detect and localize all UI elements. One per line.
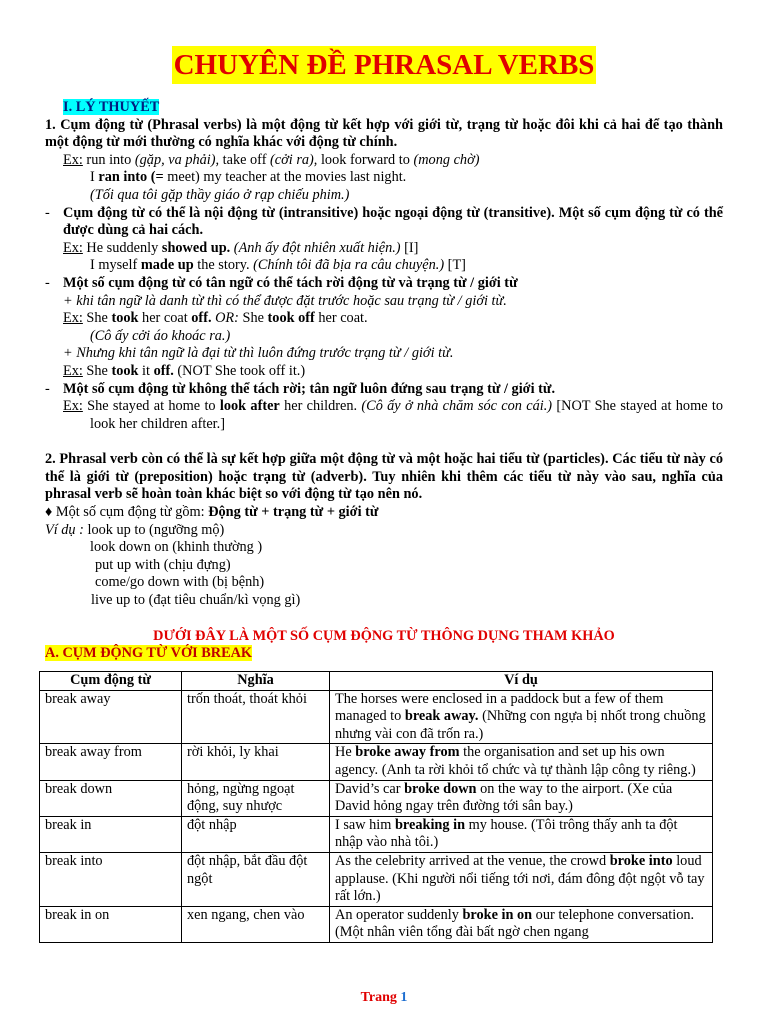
example-text: it bbox=[138, 362, 154, 379]
example-label: Ex: bbox=[63, 151, 83, 168]
example-translation-line: (Tối qua tôi gặp thầy giáo ở rạp chiếu phim.) bbox=[90, 186, 350, 203]
example-text: take off bbox=[219, 151, 271, 168]
example-text: [I] bbox=[400, 239, 419, 256]
example-text: The horses were enclosed in a paddock but a few of them managed to bbox=[335, 690, 664, 725]
bullet-dash: - bbox=[45, 380, 50, 397]
example-text: I bbox=[90, 169, 99, 186]
paragraph-1: 1. Cụm động từ (Phrasal verbs) là một động từ kết hợp với giới từ, trạng từ hoặc đôi khi cả hai để tạo thành một động từ mới thường có nghĩa khác với động từ chính. bbox=[45, 116, 723, 151]
example-bold: showed up. bbox=[161, 239, 231, 256]
cell-verb: break down bbox=[40, 780, 182, 816]
example-text: my house. (Tôi trông thấy anh ta đột nhập vào nhà tôi.) bbox=[335, 816, 678, 851]
example-text: our telephone conversation. (Một nhân viên tổng đài bất ngờ chen ngang bbox=[335, 906, 695, 941]
example-line: come/go down with (bị bệnh) bbox=[95, 574, 265, 591]
example-bold: broke in on bbox=[462, 906, 533, 923]
page-footer bbox=[0, 989, 768, 1007]
example-bold: look after bbox=[219, 398, 280, 415]
cell-example bbox=[330, 780, 713, 816]
example-label: Ex: bbox=[63, 362, 83, 379]
example-bold: ran into (= bbox=[98, 169, 164, 186]
title-wrap bbox=[0, 46, 768, 84]
example-label: Ex: bbox=[63, 398, 83, 415]
bullet-3 bbox=[45, 381, 723, 399]
example-text: An operator suddenly bbox=[335, 906, 463, 923]
example-text: her coat bbox=[138, 310, 192, 327]
example-text: He bbox=[335, 744, 356, 761]
example-text: (Những con ngựa bị nhốt trong chuồng nhưng vài con đã trốn ra.) bbox=[335, 708, 706, 742]
example-text: meet) my teacher at the movies last night. bbox=[163, 169, 407, 186]
table-row bbox=[40, 690, 713, 744]
example-translation: (gặp, va phải), bbox=[134, 151, 220, 168]
example-label: Ex: bbox=[63, 239, 83, 256]
example-bold: took bbox=[111, 310, 139, 327]
phrasal-verb-table bbox=[39, 671, 713, 943]
example-bold: made up bbox=[140, 257, 194, 274]
cell-verb: break into bbox=[40, 852, 182, 906]
example-bold: took bbox=[111, 362, 139, 379]
page-title: CHUYÊN ĐỀ PHRASAL VERBS bbox=[172, 46, 597, 84]
example-line: put up with (chịu đựng) bbox=[95, 556, 231, 573]
example-text: look forward to bbox=[317, 151, 414, 168]
bullet-text: Một số cụm động từ có tân ngữ có thể tách rời động từ và trạng từ / giới từ bbox=[63, 274, 518, 291]
example-translation: (Cô ấy ở nhà chăm sóc con cái.) bbox=[361, 398, 553, 415]
example-text: She bbox=[82, 310, 112, 327]
example-text: She bbox=[82, 362, 112, 379]
note-line: + Nhưng khi tân ngữ là đại từ thì luôn đứng trước trạng từ / giới từ. bbox=[63, 345, 454, 362]
subsection-heading: A. CỤM ĐỘNG TỪ VỚI BREAK bbox=[45, 645, 253, 662]
section-heading bbox=[45, 99, 723, 117]
structure-line bbox=[45, 504, 723, 522]
example-translation: (Anh ấy đột nhiên xuất hiện.) bbox=[230, 239, 401, 256]
example-bold: broke into bbox=[609, 852, 673, 869]
spacer bbox=[45, 610, 723, 628]
table-row bbox=[40, 780, 713, 816]
table-header-row bbox=[40, 672, 713, 691]
example-text: her coat. bbox=[314, 310, 368, 327]
example-text: I myself bbox=[90, 257, 141, 274]
section-heading-text: I. LÝ THUYẾT bbox=[63, 99, 160, 115]
example-text: [T] bbox=[444, 257, 466, 274]
spacer bbox=[45, 433, 723, 451]
example-line bbox=[45, 310, 723, 328]
example-translation: (cởi ra), bbox=[270, 151, 318, 168]
example-text: He suddenly bbox=[82, 239, 162, 256]
cell-example bbox=[330, 816, 713, 852]
example-text: David’s car bbox=[335, 780, 405, 797]
example-text: She bbox=[238, 310, 268, 327]
table-row bbox=[40, 744, 713, 780]
cell-meaning: hỏng, ngừng ngoạt động, suy nhược bbox=[182, 780, 330, 816]
header-verb: Cụm động từ bbox=[40, 672, 182, 691]
header-meaning: Nghĩa bbox=[182, 672, 330, 691]
example-block bbox=[45, 398, 723, 433]
cell-verb: break away bbox=[40, 690, 182, 744]
example-line bbox=[45, 169, 723, 187]
example-text: [NOT She stayed at home to look her children after.] bbox=[90, 398, 723, 432]
example-bold: breaking in bbox=[394, 816, 466, 833]
example-text: look up to (ngưỡng mộ) bbox=[83, 521, 225, 538]
bullet-2 bbox=[45, 275, 723, 293]
document-body bbox=[45, 99, 723, 663]
example-text: her children. bbox=[279, 398, 362, 415]
note-line: + khi tân ngữ là danh từ thì có thể được đặt trước hoặc sau trạng từ / giới từ. bbox=[63, 292, 507, 309]
example-bold: off. bbox=[153, 362, 174, 379]
cell-verb: break in bbox=[40, 816, 182, 852]
example-bold: off. bbox=[191, 310, 212, 327]
example-label: Ex: bbox=[63, 310, 83, 327]
page-number: 1 bbox=[400, 990, 408, 1005]
table-row bbox=[40, 852, 713, 906]
example-text: loud applause. (Khi người nổi tiếng tới nơi, đám đông đột ngột vỗ tay rất lớn.) bbox=[335, 852, 705, 905]
example-text: As the celebrity arrived at the venue, the crowd bbox=[335, 852, 610, 869]
cell-example bbox=[330, 690, 713, 744]
table-row bbox=[40, 906, 713, 942]
bullet-text: Cụm động từ có thể là nội động từ (intransitive) hoặc ngoại động từ (transitive). Một số cụm động từ có thể được dùng cả hai cách. bbox=[63, 204, 723, 239]
section-2-heading: DƯỚI ĐÂY LÀ MỘT SỐ CỤM ĐỘNG TỪ THÔNG DỤNG THAM KHẢO bbox=[153, 627, 615, 644]
example-text: on the way to the airport. (Xe của David hỏng ngay trên đường tới sân bay.) bbox=[335, 780, 673, 815]
cell-example bbox=[330, 852, 713, 906]
table-row bbox=[40, 816, 713, 852]
example-text: run into bbox=[82, 151, 135, 168]
example-line: look down on (khinh thường ) bbox=[90, 539, 263, 556]
cell-meaning: xen ngang, chen vào bbox=[182, 906, 330, 942]
example-text: (NOT She took off it.) bbox=[173, 362, 306, 379]
bullet-dash: - bbox=[45, 274, 50, 291]
example-label: Ví dụ : bbox=[45, 521, 84, 538]
example-paragraph bbox=[63, 398, 723, 433]
example-translation: (Chính tôi đã bịa ra câu chuyện.) bbox=[253, 257, 445, 274]
example-line bbox=[45, 240, 723, 258]
header-example: Ví dụ bbox=[330, 672, 713, 691]
cell-meaning: trốn thoát, thoát khỏi bbox=[182, 690, 330, 744]
page-label: Trang bbox=[360, 990, 401, 1005]
structure-label: ♦ Một số cụm động từ gồm: bbox=[45, 504, 209, 521]
example-bold: broke away from bbox=[355, 744, 460, 761]
example-translation: (mong chờ) bbox=[413, 151, 480, 168]
example-line bbox=[45, 363, 723, 381]
example-bold: broke down bbox=[404, 780, 477, 797]
bullet-dash: - bbox=[45, 204, 50, 221]
cell-meaning: rời khỏi, ly khai bbox=[182, 744, 330, 780]
cell-verb: break away from bbox=[40, 744, 182, 780]
example-text: I saw him bbox=[335, 816, 395, 833]
bullet-text: Một số cụm động từ không thể tách rời; tân ngữ luôn đứng sau trạng từ / giới từ. bbox=[63, 380, 556, 397]
paragraph-2: 2. Phrasal verb còn có thể là sự kết hợp giữa một động từ và một hoặc hai tiểu từ (particles). Các tiểu từ này có thể là giới từ (preposition) hoặc trạng từ (adverb). Tuy nhiên khi thêm các tiểu từ này vào sau, nghĩa của phrasal verb sẽ hoàn toàn khác biệt so với động từ tạo nên nó. bbox=[45, 451, 723, 503]
example-translation-line: (Cô ấy cởi áo khoác ra.) bbox=[90, 327, 231, 344]
bullet-1 bbox=[45, 205, 723, 240]
example-text: the organisation and set up his own agency. (Anh ta rời khỏi tổ chức và tự thành lập công ty riêng.) bbox=[335, 744, 696, 778]
example-line bbox=[45, 152, 723, 170]
cell-example bbox=[330, 906, 713, 942]
example-bold: took off bbox=[267, 310, 315, 327]
example-line bbox=[45, 522, 723, 540]
example-text: the story. bbox=[193, 257, 254, 274]
cell-example bbox=[330, 744, 713, 780]
example-line bbox=[45, 257, 723, 275]
cell-verb: break in on bbox=[40, 906, 182, 942]
example-text: She stayed at home to bbox=[82, 398, 220, 415]
example-bold: break away. bbox=[404, 708, 479, 725]
cell-meaning: đột nhập bbox=[182, 816, 330, 852]
cell-meaning: đột nhập, bắt đầu đột ngột bbox=[182, 852, 330, 906]
structure-formula: Động từ + trạng từ + giới từ bbox=[208, 504, 379, 521]
example-italic: OR: bbox=[211, 310, 239, 327]
example-line: live up to (đạt tiêu chuẩn/kì vọng gì) bbox=[91, 592, 301, 609]
